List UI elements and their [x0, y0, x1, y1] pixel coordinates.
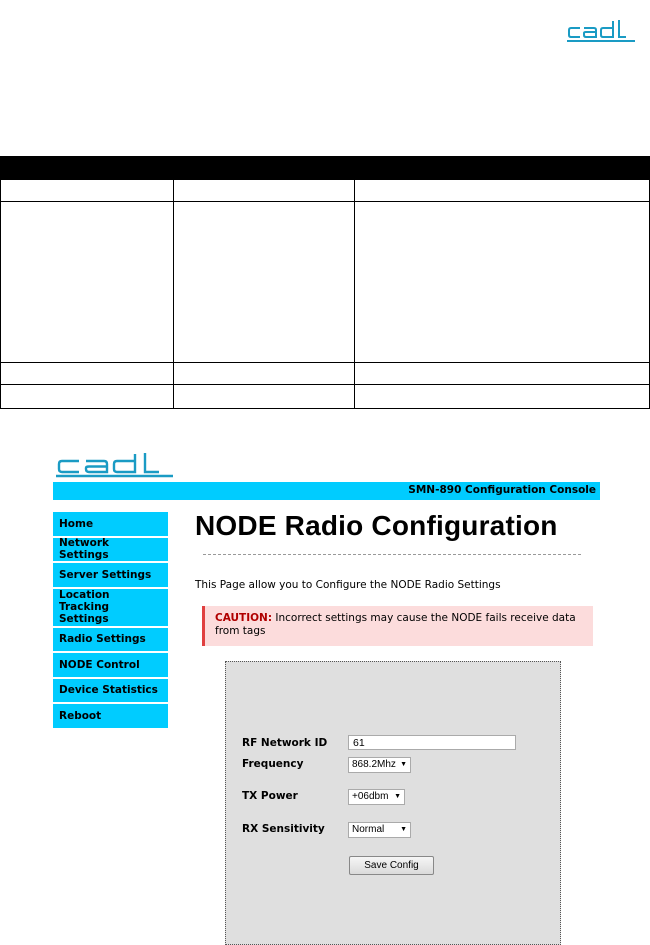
rf-network-id-input[interactable]: 61 [348, 735, 516, 750]
caution-text: Incorrect settings may cause the NODE fails receive data from tags [215, 612, 576, 637]
rx-sensitivity-value: Normal [352, 824, 385, 835]
table-cell [174, 157, 354, 180]
save-config-button[interactable]: Save Config [349, 856, 434, 875]
sidebar-item-node-control[interactable]: NODE Control [53, 653, 168, 677]
cadl-logo [55, 452, 175, 478]
caution-alert [202, 606, 593, 646]
document-table [0, 156, 650, 409]
table-header-row [1, 157, 650, 180]
table-row [1, 180, 650, 202]
table-cell [174, 180, 354, 202]
sidebar-item-server-settings[interactable]: Server Settings [53, 563, 168, 587]
sidebar-item-radio-settings[interactable]: Radio Settings [53, 628, 168, 652]
tx-power-label: TX Power [242, 790, 298, 802]
table-cell [354, 385, 649, 409]
chevron-down-icon: ▼ [394, 793, 401, 800]
table-cell [354, 363, 649, 385]
chevron-down-icon: ▼ [400, 761, 407, 768]
sidebar-item-device-statistics[interactable]: Device Statistics [53, 679, 168, 703]
table-cell [1, 202, 174, 363]
table-cell [1, 180, 174, 202]
sidebar-item-network-settings[interactable]: Network Settings [53, 538, 168, 562]
sidebar-item-home[interactable]: Home [53, 512, 168, 536]
frequency-select[interactable] [348, 757, 411, 773]
console-title: SMN-890 Configuration Console [408, 484, 596, 496]
tx-power-value: +06dbm [352, 791, 389, 802]
radio-config-form [225, 661, 561, 945]
frequency-value: 868.2Mhz [352, 759, 396, 770]
table-row [1, 363, 650, 385]
sidebar-nav [53, 512, 168, 730]
table-row [1, 202, 650, 363]
page-title: NODE Radio Configuration [195, 510, 558, 541]
sidebar-item-reboot[interactable]: Reboot [53, 704, 168, 728]
intro-text: This Page allow you to Configure the NODE Radio Settings [195, 579, 501, 591]
cadl-logo [566, 18, 636, 44]
tx-power-select[interactable] [348, 789, 405, 805]
table-cell [354, 157, 649, 180]
table-cell [174, 363, 354, 385]
rx-sensitivity-select[interactable] [348, 822, 411, 838]
rx-sensitivity-label: RX Sensitivity [242, 823, 325, 835]
table-cell [1, 157, 174, 180]
configuration-console [53, 452, 600, 945]
table-cell [354, 180, 649, 202]
table-cell [174, 385, 354, 409]
table-cell [354, 202, 649, 363]
rf-network-id-label: RF Network ID [242, 737, 328, 749]
sidebar-item-location-tracking-settings[interactable]: Location Tracking Settings [53, 589, 168, 626]
divider [203, 554, 581, 555]
header-bar [53, 482, 600, 500]
caution-label: CAUTION: [215, 612, 273, 624]
table-cell [174, 202, 354, 363]
table-row [1, 385, 650, 409]
frequency-label: Frequency [242, 758, 304, 770]
chevron-down-icon: ▼ [400, 826, 407, 833]
table-cell [1, 363, 174, 385]
table-cell [1, 385, 174, 409]
